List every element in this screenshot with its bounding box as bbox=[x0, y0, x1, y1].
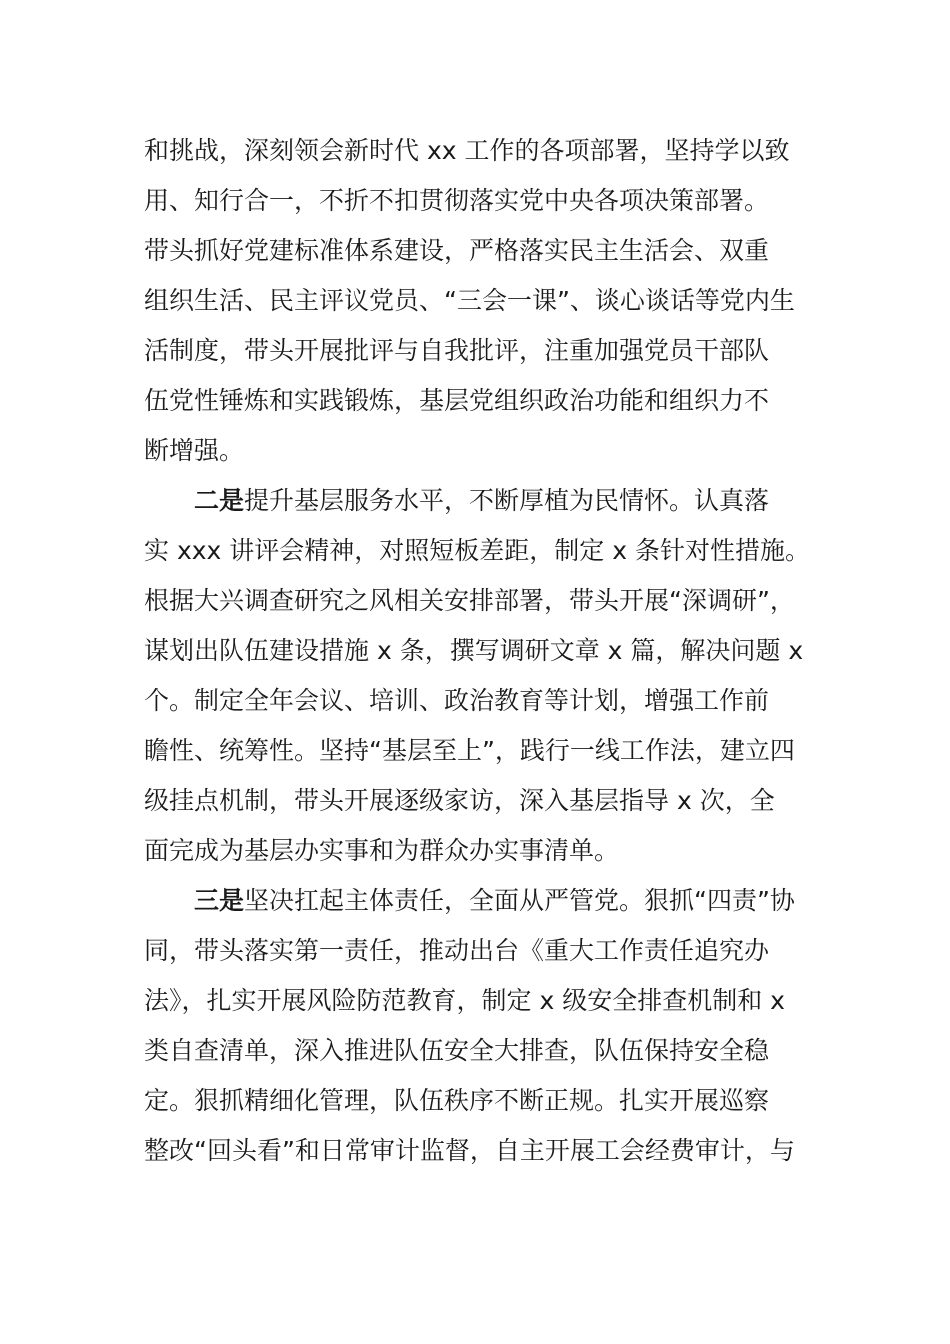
text-line: 用、知行合一，不折不扣贯彻落实党中央各项决策部署。 bbox=[144, 186, 770, 215]
paragraph-2 bbox=[144, 476, 810, 876]
document-body bbox=[144, 126, 810, 1176]
text-line: 伍党性锤炼和实践锻炼，基层党组织政治功能和组织力不 bbox=[144, 386, 770, 415]
text-line: 实 xxx 讲评会精神，对照短板差距，制定 x 条针对性措施。 bbox=[144, 536, 810, 565]
text-line: 根据大兴调查研究之风相关安排部署，带头开展“深调研”， bbox=[144, 586, 795, 615]
text-line: 和挑战，深刻领会新时代 xx 工作的各项部署，坚持学以致 bbox=[144, 136, 790, 165]
paragraph-lead: 三是 bbox=[194, 886, 245, 915]
paragraph-first-line bbox=[144, 476, 806, 526]
text-line: 面完成为基层办实事和为群众办实事清单。 bbox=[144, 836, 620, 865]
paragraph-1 bbox=[144, 126, 806, 476]
paragraph-first-text: 提升基层服务水平，不断厚植为民情怀。认真落 bbox=[244, 486, 770, 515]
paragraph-3 bbox=[144, 876, 806, 1176]
text-line: 组织生活、民主评议党员、“三会一课”、谈心谈话等党内生 bbox=[144, 286, 795, 315]
text-line: 谋划出队伍建设措施 x 条，撰写调研文章 x 篇，解决问题 x bbox=[144, 636, 804, 665]
paragraph-lead: 二是 bbox=[194, 486, 245, 515]
text-line: 同，带头落实第一责任，推动出台《重大工作责任追究办 bbox=[144, 936, 770, 965]
paragraph-first-text: 坚决扛起主体责任，全面从严管党。狠抓“四责”协 bbox=[244, 886, 795, 915]
text-line: 活制度，带头开展批评与自我批评，注重加强党员干部队 bbox=[144, 336, 770, 365]
text-line: 法》，扎实开展风险防范教育，制定 x 级安全排查机制和 x bbox=[144, 986, 785, 1015]
text-line: 类自查清单，深入推进队伍安全大排查，队伍保持安全稳 bbox=[144, 1036, 770, 1065]
paragraph-first-line bbox=[144, 876, 806, 926]
text-line: 定。狠抓精细化管理，队伍秩序不断正规。扎实开展巡察 bbox=[144, 1086, 770, 1115]
text-line: 带头抓好党建标准体系建设，严格落实民主生活会、双重 bbox=[144, 236, 770, 265]
text-line: 瞻性、统筹性。坚持“基层至上”，践行一线工作法，建立四 bbox=[144, 736, 795, 765]
text-line: 级挂点机制，带头开展逐级家访，深入基层指导 x 次，全 bbox=[144, 786, 775, 815]
text-line: 个。制定全年会议、培训、政治教育等计划，增强工作前 bbox=[144, 686, 770, 715]
text-line: 整改“回头看”和日常审计监督，自主开展工会经费审计，与 bbox=[144, 1136, 795, 1165]
text-line: 断增强。 bbox=[144, 436, 245, 465]
